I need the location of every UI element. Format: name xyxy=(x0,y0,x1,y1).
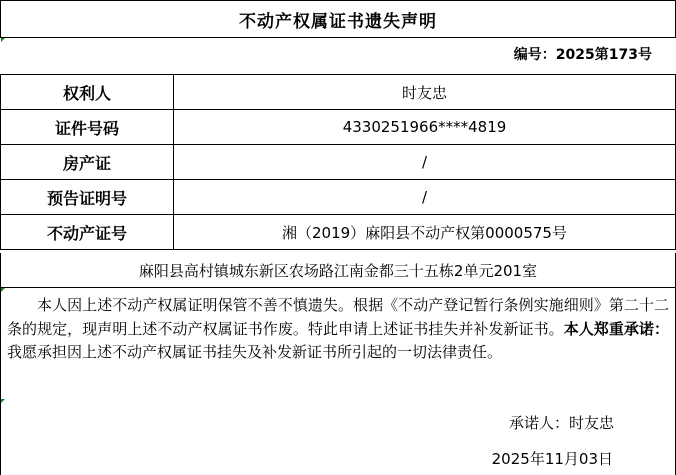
pledge-label: 本人郑重承诺： xyxy=(563,319,669,338)
row-label-advance-notice: 预告证明号 xyxy=(1,180,174,215)
row-value-advance-notice: / xyxy=(174,180,676,215)
table-row xyxy=(1,145,676,180)
statement-part-1: 本人因上述不动产权属证明保管不善不慎遗失。根据《不动产登记暂行条例实施细则》第二十二条的规定，现声明上述不动产权属证书作废。特此申请上述证书挂失并补发新证书。 xyxy=(7,296,669,338)
statement-block xyxy=(0,288,676,475)
table-row xyxy=(1,180,676,215)
row-value-id-number: 4330251966****4819 xyxy=(174,110,676,145)
pledger-signature: 承诺人：时友忠 xyxy=(508,414,614,432)
table-row xyxy=(1,110,676,145)
table-row xyxy=(1,75,676,110)
row-value-owner: 时友忠 xyxy=(174,75,676,110)
row-value-property-cert: / xyxy=(174,145,676,180)
document-title: 不动产权属证书遗失声明 xyxy=(0,0,676,38)
property-address: 麻阳县高村镇城东新区农场路江南金都三十五栋2单元201室 xyxy=(0,253,676,288)
cell-comment-marker xyxy=(1,38,5,42)
cell-comment-marker xyxy=(1,399,5,403)
row-label-id-number: 证件号码 xyxy=(1,110,174,145)
statement-text xyxy=(7,294,669,365)
table-row xyxy=(1,215,676,250)
declaration-date: 2025年11月03日 xyxy=(491,450,613,468)
info-table xyxy=(0,74,676,250)
row-label-property-cert: 房产证 xyxy=(1,145,174,180)
row-label-realty-cert: 不动产证号 xyxy=(1,215,174,250)
statement-part-2: 我愿承担因上述不动产权属证书挂失及补发新证书所引起的一切法律责任。 xyxy=(7,343,503,361)
row-label-owner: 权利人 xyxy=(1,75,174,110)
row-value-realty-cert: 湘（2019）麻阳县不动产权第0000575号 xyxy=(174,215,676,250)
document-number: 编号：2025第173号 xyxy=(513,47,652,63)
